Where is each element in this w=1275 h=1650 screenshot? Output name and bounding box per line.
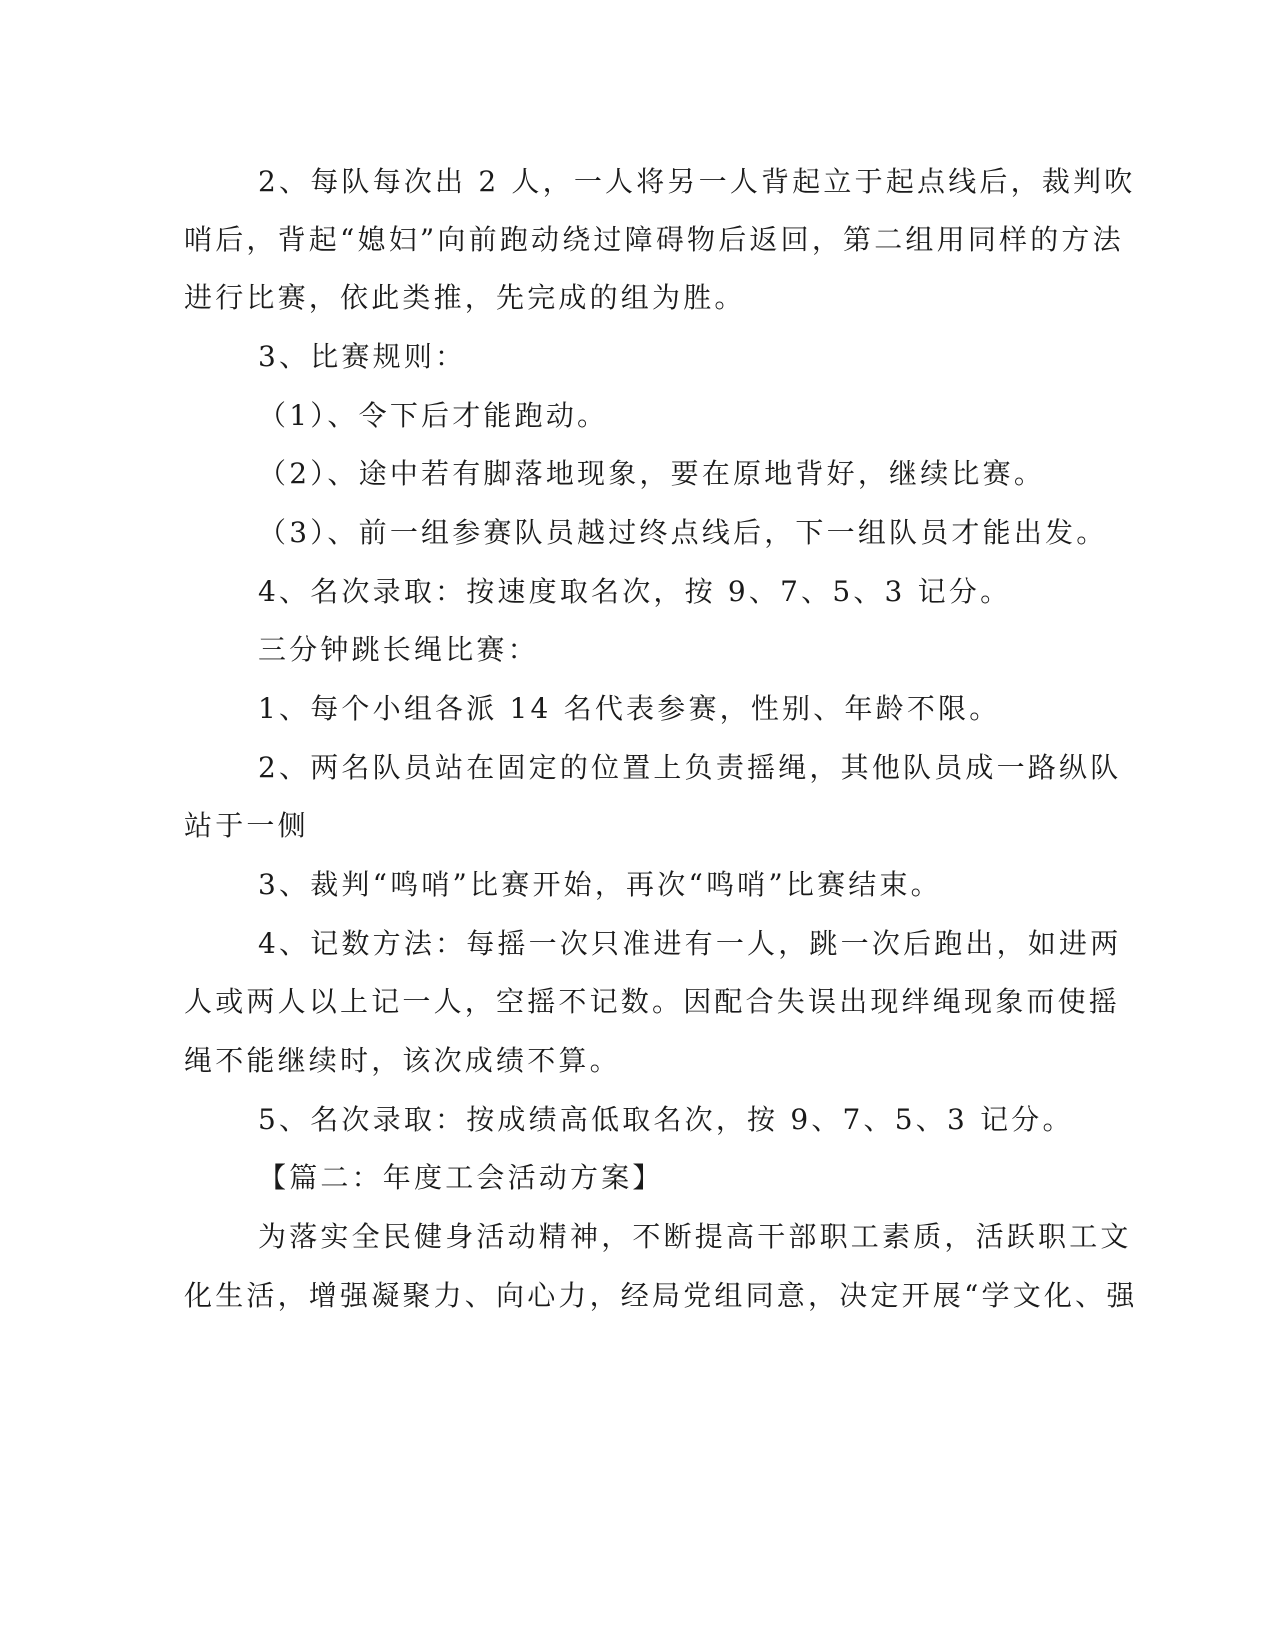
paragraph-line: 4、名次录取：按速度取名次，按 9、7、5、3 记分。 (258, 575, 1012, 608)
paragraph-line: 3、裁判“鸣哨”比赛开始，再次“鸣哨”比赛结束。 (258, 868, 942, 901)
paragraph-line: 站于一侧 (184, 809, 309, 842)
paragraph-line: 2、每队每次出 2 人，一人将另一人背起立于起点线后，裁判吹 (258, 165, 1136, 198)
paragraph-line: 1、每个小组各派 14 名代表参赛，性别、年龄不限。 (258, 692, 1001, 725)
section-heading: 三分钟跳长绳比赛： (258, 633, 539, 666)
paragraph-line: 哨后，背起“媳妇”向前跑动绕过障碍物后返回，第二组用同样的方法 (184, 223, 1124, 256)
paragraph-line: （1）、令下后才能跑动。 (258, 399, 609, 432)
paragraph-line: （3）、前一组参赛队员越过终点线后，下一组队员才能出发。 (258, 516, 1108, 549)
paragraph-line: 2、两名队员站在固定的位置上负责摇绳，其他队员成一路纵队 (258, 751, 1122, 784)
paragraph-line: 5、名次录取：按成绩高低取名次，按 9、7、5、3 记分。 (258, 1103, 1074, 1136)
paragraph-line: 3、比赛规则： (258, 340, 467, 373)
section-title: 【篇二：年度工会活动方案】 (258, 1161, 664, 1194)
paragraph-line: 为落实全民健身活动精神，不断提高干部职工素质，活跃职工文 (258, 1220, 1132, 1253)
paragraph-line: 人或两人以上记一人，空摇不记数。因配合失误出现绊绳现象而使摇 (184, 985, 1121, 1018)
paragraph-line: （2）、途中若有脚落地现象，要在原地背好，继续比赛。 (258, 457, 1046, 490)
paragraph-line: 进行比赛，依此类推，先完成的组为胜。 (184, 281, 746, 314)
paragraph-line: 化生活，增强凝聚力、向心力，经局党组同意，决定开展“学文化、强 (184, 1279, 1138, 1312)
paragraph-line: 绳不能继续时，该次成绩不算。 (184, 1044, 621, 1077)
paragraph-line: 4、记数方法：每摇一次只准进有一人，跳一次后跑出，如进两 (258, 927, 1122, 960)
